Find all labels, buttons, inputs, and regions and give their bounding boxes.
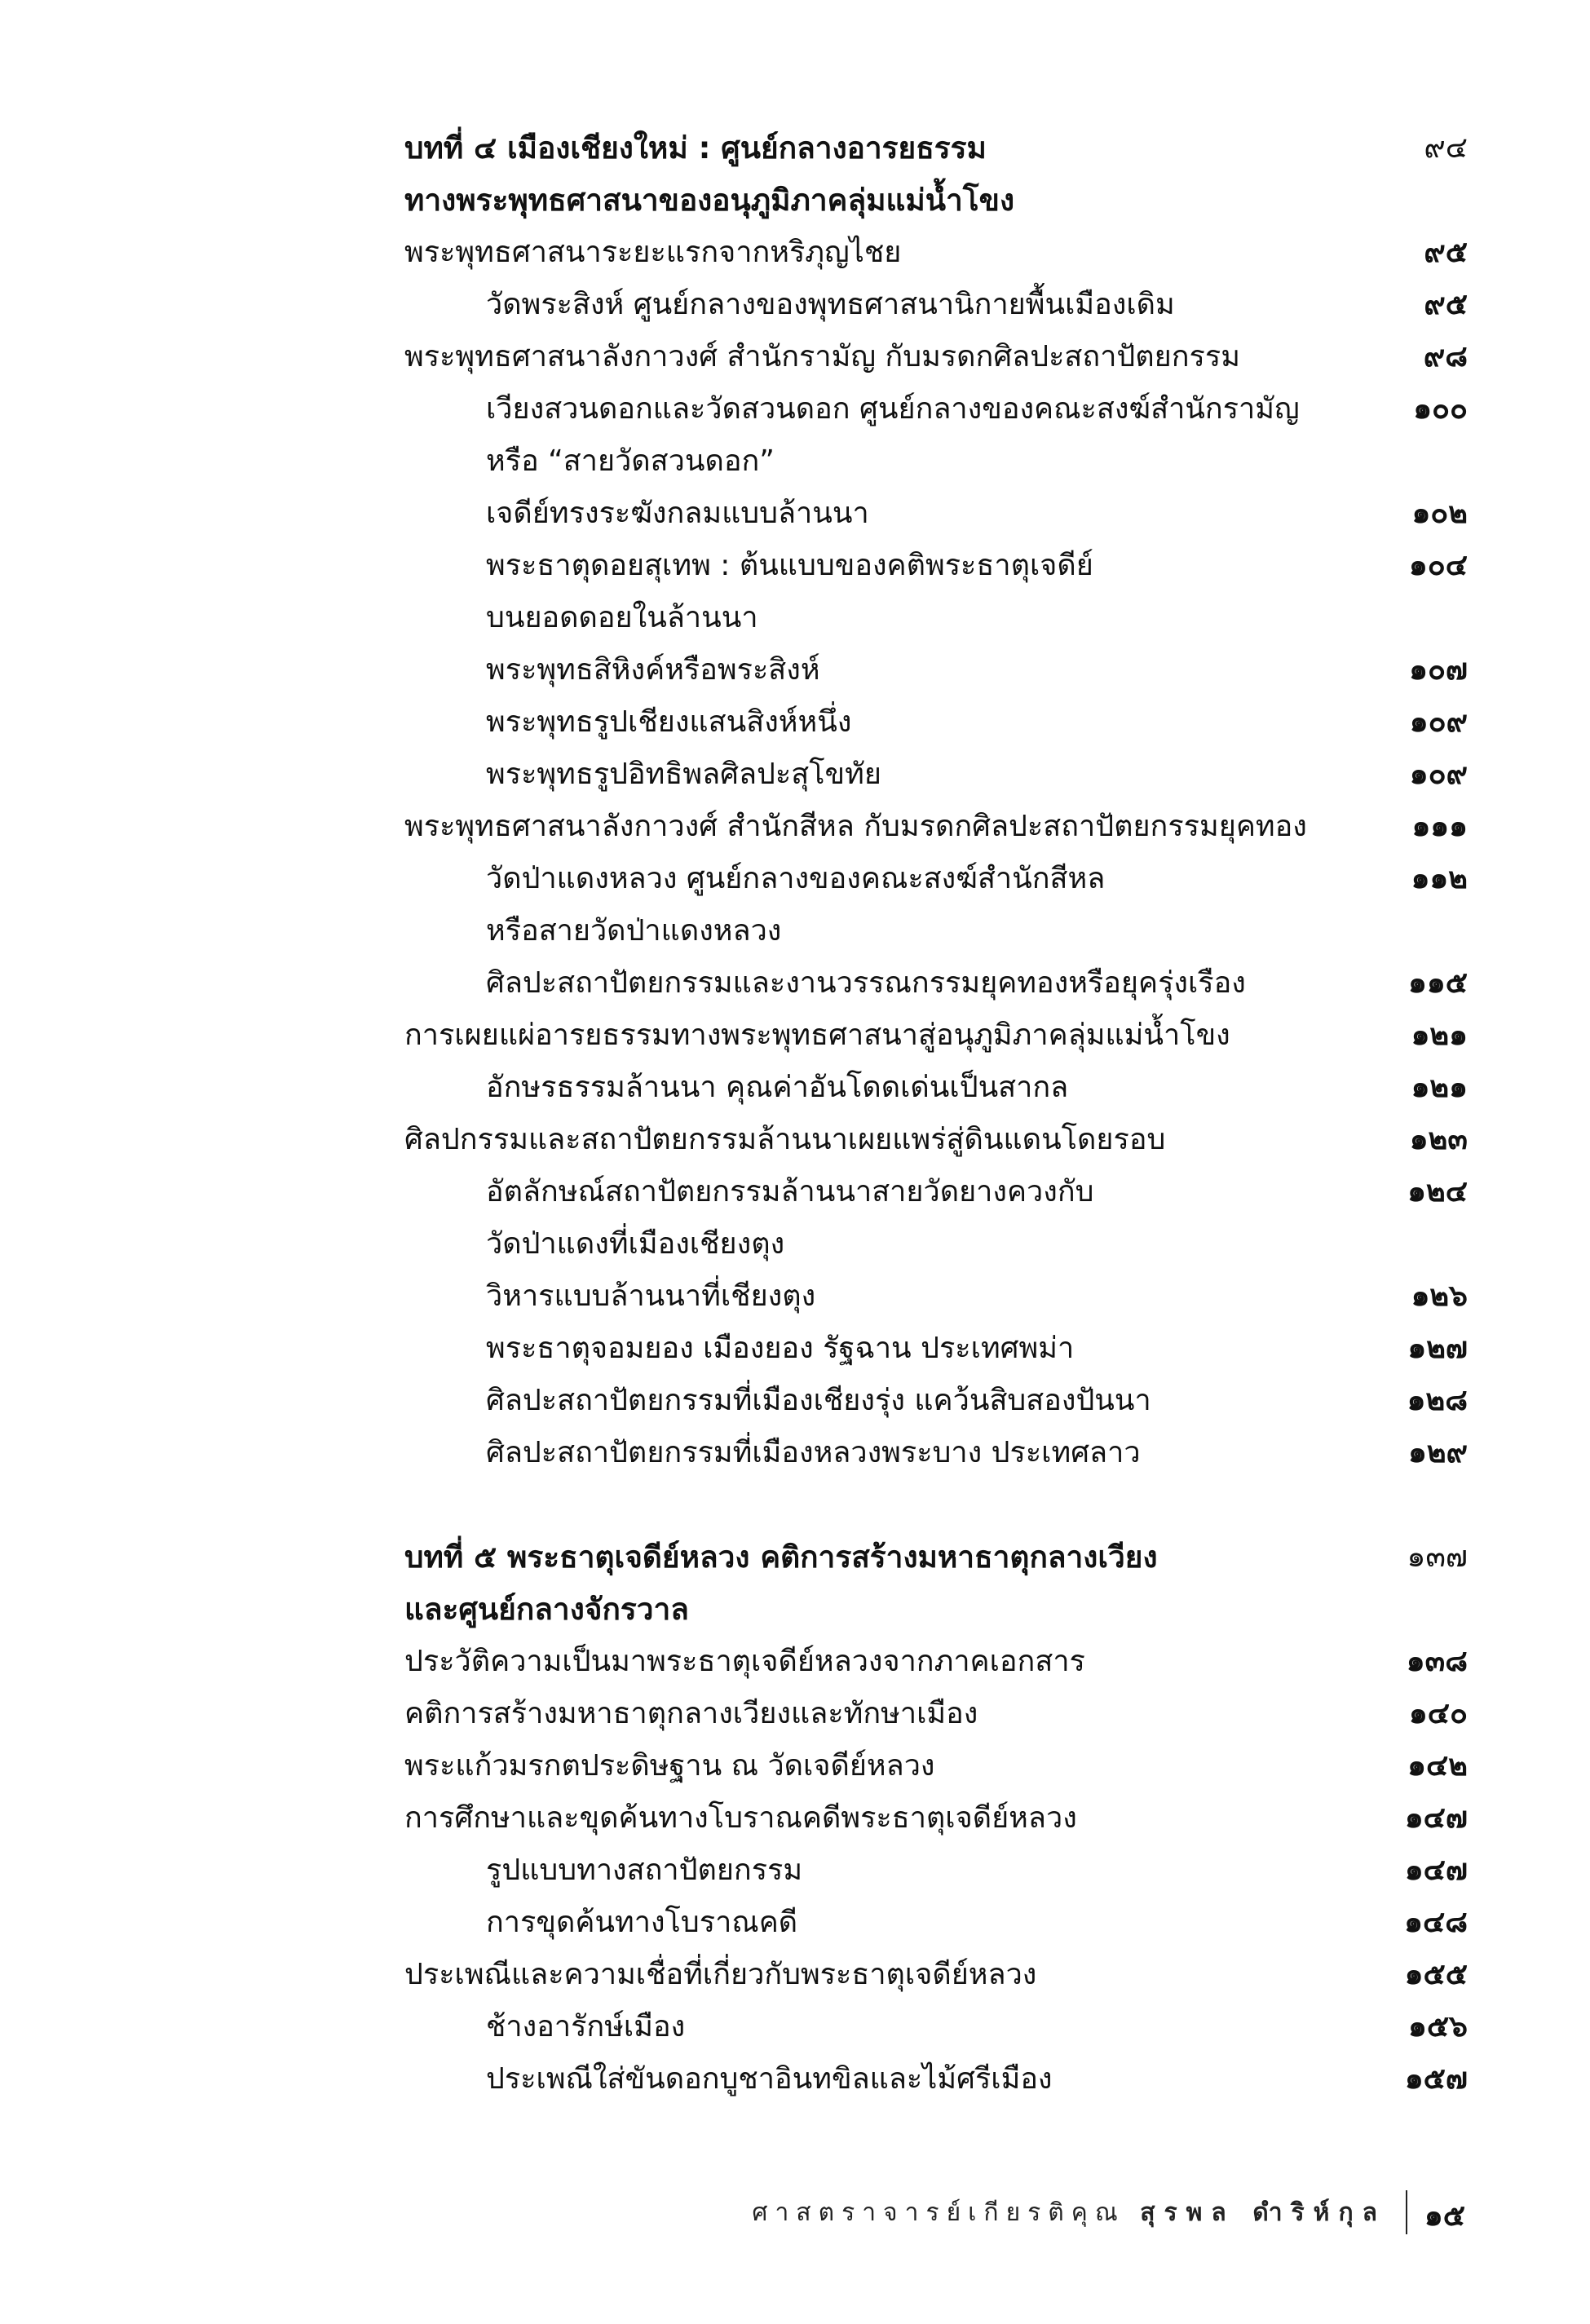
toc-subentry[interactable]: [404, 279, 1468, 331]
toc-entry-page: ๑๑๕: [1408, 966, 1468, 1000]
toc-entry-page: ๙๘: [1423, 340, 1468, 373]
toc-entry-page: ๙๕: [1424, 236, 1468, 269]
toc-entry-title: อักษรธรรมล้านนา คุณค่าอันโดดเด่นเป็นสากล: [486, 1071, 1069, 1104]
toc-entry-title: เวียงสวนดอกและวัดสวนดอก ศูนย์กลางของคณะสงฆ์สำนักรามัญ: [486, 392, 1300, 426]
toc-entry-title: ประวัติความเป็นมาพระธาตุเจดีย์หลวงจากภาคเอกสาร: [404, 1645, 1085, 1678]
toc-entry-page: ๑๐๒: [1411, 497, 1468, 530]
toc-entry[interactable]: [404, 331, 1468, 383]
toc-entry-page: ๑๐๙: [1409, 705, 1468, 739]
toc-entry-page: ๑๒๑: [1411, 1018, 1468, 1052]
toc-entry-title: พระพุทธรูปเชียงแสนสิงห์หนึ่ง: [486, 705, 852, 739]
author-title: ศาสตราจารย์เกียรติคุณ: [752, 2198, 1125, 2227]
toc-entry-title: บทที่ ๕ พระธาตุเจดีย์หลวง คติการสร้างมหาธาตุกลางเวียง: [404, 1540, 1158, 1575]
toc-entry-title: และศูนย์กลางจักรวาล: [404, 1592, 689, 1627]
chapter-5: [404, 1531, 1468, 2105]
toc-entry-title: หรือสายวัดป่าแดงหลวง: [486, 914, 782, 948]
toc-entry-page: ๑๒๑: [1411, 1071, 1468, 1104]
toc-subentry[interactable]: [404, 957, 1468, 1010]
toc-subentry[interactable]: [404, 1897, 1468, 1949]
toc-subentry[interactable]: [404, 2001, 1468, 2053]
toc-subentry-continued: [404, 592, 1468, 644]
toc-entry[interactable]: [404, 1114, 1468, 1166]
toc-entry-title: บนยอดดอยในล้านนา: [486, 601, 758, 634]
toc-entry[interactable]: [404, 1740, 1468, 1792]
toc-entry-title: พระธาตุจอมยอง เมืองยอง รัฐฉาน ประเทศพม่า: [486, 1332, 1075, 1365]
toc-entry[interactable]: [404, 1688, 1468, 1740]
page-number: ๑๕: [1424, 2199, 1465, 2233]
toc-entry-page: ๑๕๖: [1408, 2010, 1468, 2043]
toc-subentry[interactable]: [404, 540, 1468, 592]
toc-entry-title: ทางพระพุทธศาสนาของอนุภูมิภาคลุ่มแม่น้ำโขง: [404, 183, 1015, 218]
toc-entry[interactable]: [404, 1636, 1468, 1688]
toc-entry-page: ๑๒๙: [1408, 1436, 1468, 1469]
toc-subentry[interactable]: [404, 2053, 1468, 2105]
toc-entry-title: วิหารแบบล้านนาที่เชียงตุง: [486, 1279, 816, 1313]
toc-entry-title: วัดพระสิงห์ ศูนย์กลางของพุทธศาสนานิกายพื้นเมืองเดิม: [486, 288, 1175, 321]
toc-entry[interactable]: [404, 1792, 1468, 1845]
toc-entry-page: ๑๔๐: [1408, 1697, 1468, 1730]
toc-entry-title: วัดป่าแดงที่เมืองเชียงตุง: [486, 1227, 785, 1261]
toc-entry-title: พระพุทธศาสนาลังกาวงศ์ สำนักสีหล กับมรดกศิลปะสถาปัตยกรรมยุคทอง: [404, 810, 1307, 843]
toc-entry-title: การศึกษาและขุดค้นทางโบราณคดีพระธาตุเจดีย์หลวง: [404, 1801, 1077, 1835]
toc-chapter-heading[interactable]: [404, 1531, 1468, 1584]
toc-subentry-continued: [404, 905, 1468, 957]
toc-subentry[interactable]: [404, 1323, 1468, 1375]
toc-entry-title: บทที่ ๔ เมืองเชียงใหม่ : ศูนย์กลางอารยธรรม: [404, 130, 987, 166]
toc-entry-page: ๙๔: [1424, 131, 1468, 165]
toc-entry-title: พระพุทธรูปอิทธิพลศิลปะสุโขทัย: [486, 758, 881, 791]
toc-entry-title: อัตลักษณ์สถาปัตยกรรมล้านนาสายวัดยางควงกับ: [486, 1175, 1094, 1208]
footer-divider: [1406, 2190, 1407, 2234]
toc-subentry[interactable]: [404, 1270, 1468, 1323]
toc-subentry[interactable]: [404, 853, 1468, 905]
toc-entry-title: ประเพณีและความเชื่อที่เกี่ยวกับพระธาตุเจดีย์หลวง: [404, 1958, 1037, 1991]
toc-subentry[interactable]: [404, 1166, 1468, 1218]
toc-entry-title: ศิลปะสถาปัตยกรรมที่เมืองเชียงรุ่ง แคว้นสิบสองปันนา: [486, 1384, 1151, 1417]
toc-chapter-heading-continued: [404, 1584, 1468, 1636]
toc-entry-page: ๑๔๗: [1404, 1801, 1468, 1835]
toc-entry-title: รูปแบบทางสถาปัตยกรรม: [486, 1853, 803, 1887]
toc-entry-page: ๑๒๗: [1407, 1332, 1468, 1365]
toc-entry-title: ศิลปกรรมและสถาปัตยกรรมล้านนาเผยแพร่สู่ดินแดนโดยรอบ: [404, 1123, 1166, 1156]
toc-entry[interactable]: [404, 227, 1468, 279]
toc-entry-title: เจดีย์ทรงระฆังกลมแบบล้านนา: [486, 497, 869, 530]
toc-entry-title: พระพุทธสิหิงค์หรือพระสิงห์: [486, 653, 820, 687]
toc-subentry[interactable]: [404, 749, 1468, 801]
toc-entry-page: ๑๒๓: [1409, 1123, 1468, 1156]
toc-entry-title: พระแก้วมรกตประดิษฐาน ณ วัดเจดีย์หลวง: [404, 1749, 935, 1783]
toc-subentry[interactable]: [404, 383, 1468, 435]
toc-subentry[interactable]: [404, 1375, 1468, 1427]
toc-entry-page: ๑๒๖: [1411, 1279, 1468, 1313]
toc-entry[interactable]: [404, 1010, 1468, 1062]
toc-entry-page: ๑๓๗: [1407, 1540, 1468, 1574]
toc-entry-page: ๑๑๑: [1411, 810, 1468, 843]
toc-entry-title: วัดป่าแดงหลวง ศูนย์กลางของคณะสงฆ์สำนักสีหล: [486, 862, 1106, 895]
toc-subentry[interactable]: [404, 488, 1468, 540]
toc-entry-title: ประเพณีใส่ขันดอกบูชาอินทขิลและไม้ศรีเมือง: [486, 2062, 1053, 2096]
toc-entry-page: ๑๕๗: [1404, 2062, 1468, 2096]
toc-entry-page: ๑๔๗: [1404, 1853, 1468, 1887]
toc-subentry-continued: [404, 1218, 1468, 1270]
toc-entry-title: การเผยแผ่อารยธรรมทางพระพุทธศาสนาสู่อนุภูมิภาคลุ่มแม่น้ำโขง: [404, 1018, 1230, 1052]
author-name: สุรพล ดำริห์กุล: [1140, 2198, 1386, 2227]
toc-subentry[interactable]: [404, 1427, 1468, 1479]
toc-entry-title: พระธาตุดอยสุเทพ : ต้นแบบของคติพระธาตุเจดีย์: [486, 549, 1093, 582]
toc-entry-page: ๑๐๔: [1408, 549, 1468, 582]
toc-entry-page: ๑๕๕: [1404, 1958, 1468, 1991]
toc-entry-title: ศิลปะสถาปัตยกรรมและงานวรรณกรรมยุคทองหรือยุครุ่งเรือง: [486, 966, 1246, 1000]
toc-subentry[interactable]: [404, 644, 1468, 696]
toc-entry-title: หรือ “สายวัดสวนดอก”: [486, 444, 775, 478]
toc-entry-title: พระพุทธศาสนาระยะแรกจากหริภุญไชย: [404, 236, 902, 269]
toc-entry-page: ๑๓๘: [1406, 1645, 1468, 1678]
toc-entry[interactable]: [404, 1949, 1468, 2001]
toc-entry-page: ๙๕: [1424, 288, 1468, 321]
toc-subentry[interactable]: [404, 696, 1468, 749]
toc-entry[interactable]: [404, 801, 1468, 853]
chapter-4: [404, 122, 1468, 1479]
toc-subentry[interactable]: [404, 1845, 1468, 1897]
table-of-contents: [404, 122, 1468, 2105]
toc-entry-page: ๑๐๙: [1409, 758, 1468, 791]
toc-subentry-continued: [404, 435, 1468, 488]
toc-entry-page: ๑๑๒: [1411, 862, 1468, 895]
toc-entry-page: ๑๒๔: [1407, 1175, 1468, 1208]
toc-entry-page: ๑๔๒: [1407, 1749, 1468, 1783]
author-credit: [752, 2194, 1386, 2232]
toc-entry-page: ๑๔๘: [1404, 1906, 1468, 1939]
page-footer: [0, 2189, 1465, 2238]
toc-entry-title: ศิลปะสถาปัตยกรรมที่เมืองหลวงพระบาง ประเทศลาว: [486, 1436, 1141, 1469]
toc-subentry[interactable]: [404, 1062, 1468, 1114]
toc-entry-page: ๑๐๐: [1413, 392, 1468, 426]
toc-chapter-heading[interactable]: [404, 122, 1468, 175]
toc-entry-title: การขุดค้นทางโบราณคดี: [486, 1906, 798, 1939]
toc-entry-title: คติการสร้างมหาธาตุกลางเวียงและทักษาเมือง: [404, 1697, 978, 1730]
toc-entry-page: ๑๐๗: [1409, 653, 1468, 687]
toc-entry-title: พระพุทธศาสนาลังกาวงศ์ สำนักรามัญ กับมรดกศิลปะสถาปัตยกรรม: [404, 340, 1240, 373]
toc-entry-page: ๑๒๘: [1407, 1384, 1468, 1417]
toc-entry-title: ช้างอารักษ์เมือง: [486, 2010, 686, 2043]
toc-chapter-heading-continued: [404, 175, 1468, 227]
